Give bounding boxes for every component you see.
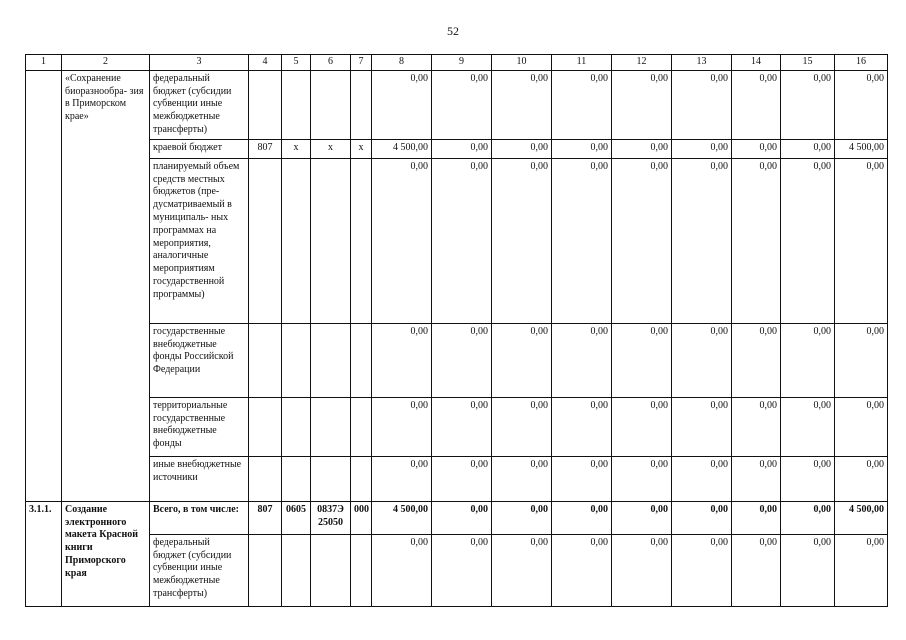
amount-cell: 0,00 xyxy=(492,501,552,534)
column-number: 4 xyxy=(249,55,282,71)
amount-cell: 0,00 xyxy=(432,158,492,323)
amount-cell: 0,00 xyxy=(781,397,835,456)
code-cell xyxy=(311,158,351,323)
amount-cell: 0,00 xyxy=(432,139,492,158)
code-cell xyxy=(351,158,372,323)
column-number: 2 xyxy=(62,55,150,71)
code-cell: 000 xyxy=(351,501,372,534)
funding-source: Всего, в том числе: xyxy=(150,501,249,534)
amount-cell: 0,00 xyxy=(835,323,888,397)
amount-cell: 0,00 xyxy=(372,534,432,606)
code-cell xyxy=(249,397,282,456)
code-cell xyxy=(311,397,351,456)
funding-source: государственные внебюджетные фонды Российской Федерации xyxy=(150,323,249,397)
amount-cell: 0,00 xyxy=(552,397,612,456)
program-title: «Сохранение биоразнообра- зия в Приморском крае» xyxy=(62,70,150,501)
amount-cell: 0,00 xyxy=(732,323,781,397)
program-row xyxy=(26,158,888,323)
code-cell: 0605 xyxy=(282,501,311,534)
column-number: 7 xyxy=(351,55,372,71)
program-row xyxy=(26,397,888,456)
column-number: 13 xyxy=(672,55,732,71)
page-number: 52 xyxy=(447,24,459,38)
funding-source: федеральный бюджет (субсидии субвенции иные межбюджетные трансферты) xyxy=(150,534,249,606)
amount-cell: 0,00 xyxy=(835,158,888,323)
amount-cell: 0,00 xyxy=(372,323,432,397)
program-row xyxy=(26,323,888,397)
code-cell: х xyxy=(282,139,311,158)
code-cell xyxy=(282,323,311,397)
amount-cell: 0,00 xyxy=(732,70,781,139)
amount-cell: 0,00 xyxy=(552,456,612,501)
budget-table xyxy=(25,54,888,607)
amount-cell: 0,00 xyxy=(672,456,732,501)
code-cell: х xyxy=(311,139,351,158)
program-row xyxy=(26,456,888,501)
amount-cell: 0,00 xyxy=(781,534,835,606)
column-number: 5 xyxy=(282,55,311,71)
amount-cell: 0,00 xyxy=(672,323,732,397)
funding-source: краевой бюджет xyxy=(150,139,249,158)
amount-cell: 0,00 xyxy=(781,501,835,534)
amount-cell: 0,00 xyxy=(552,501,612,534)
code-cell: 807 xyxy=(249,501,282,534)
amount-cell: 0,00 xyxy=(492,323,552,397)
column-number: 12 xyxy=(612,55,672,71)
funding-source: федеральный бюджет (субсидии субвенции иные межбюджетные трансферты) xyxy=(150,70,249,139)
amount-cell: 0,00 xyxy=(552,534,612,606)
program-row xyxy=(26,139,888,158)
amount-cell: 4 500,00 xyxy=(835,501,888,534)
code-cell xyxy=(249,456,282,501)
code-cell xyxy=(282,70,311,139)
amount-cell: 0,00 xyxy=(781,70,835,139)
code-cell xyxy=(249,534,282,606)
amount-cell: 0,00 xyxy=(492,158,552,323)
code-cell xyxy=(311,323,351,397)
event-number: 3.1.1. xyxy=(26,501,62,606)
column-number: 8 xyxy=(372,55,432,71)
amount-cell: 0,00 xyxy=(732,456,781,501)
program-row xyxy=(26,70,888,139)
amount-cell: 0,00 xyxy=(432,456,492,501)
code-cell: 807 xyxy=(249,139,282,158)
amount-cell: 0,00 xyxy=(612,456,672,501)
amount-cell: 0,00 xyxy=(612,397,672,456)
amount-cell: 0,00 xyxy=(781,456,835,501)
amount-cell: 0,00 xyxy=(552,158,612,323)
amount-cell: 0,00 xyxy=(372,456,432,501)
code-cell xyxy=(249,323,282,397)
amount-cell: 0,00 xyxy=(552,70,612,139)
amount-cell: 0,00 xyxy=(372,397,432,456)
column-number: 11 xyxy=(552,55,612,71)
amount-cell: 0,00 xyxy=(612,70,672,139)
amount-cell: 0,00 xyxy=(552,323,612,397)
amount-cell: 4 500,00 xyxy=(835,139,888,158)
code-cell xyxy=(351,397,372,456)
amount-cell: 0,00 xyxy=(672,501,732,534)
amount-cell: 0,00 xyxy=(612,139,672,158)
code-cell xyxy=(351,456,372,501)
amount-cell: 0,00 xyxy=(612,501,672,534)
amount-cell: 0,00 xyxy=(492,70,552,139)
code-cell xyxy=(249,70,282,139)
amount-cell: 0,00 xyxy=(835,534,888,606)
code-cell xyxy=(282,456,311,501)
amount-cell: 0,00 xyxy=(372,158,432,323)
funding-source: территориальные государственные внебюджетные фонды xyxy=(150,397,249,456)
amount-cell: 0,00 xyxy=(432,397,492,456)
code-cell xyxy=(351,534,372,606)
event-title: Создание электронного макета Красной книги Приморского края xyxy=(62,501,150,606)
amount-cell: 0,00 xyxy=(492,139,552,158)
code-cell xyxy=(282,397,311,456)
code-cell xyxy=(249,158,282,323)
program-number xyxy=(26,70,62,501)
amount-cell: 0,00 xyxy=(432,501,492,534)
amount-cell: 0,00 xyxy=(732,501,781,534)
column-number: 6 xyxy=(311,55,351,71)
amount-cell: 0,00 xyxy=(732,139,781,158)
column-number: 14 xyxy=(732,55,781,71)
amount-cell: 0,00 xyxy=(732,158,781,323)
header-row xyxy=(26,55,888,71)
funding-source: иные внебюджетные источники xyxy=(150,456,249,501)
code-cell xyxy=(282,158,311,323)
amount-cell: 0,00 xyxy=(672,534,732,606)
amount-cell: 0,00 xyxy=(732,534,781,606)
amount-cell: 0,00 xyxy=(612,323,672,397)
amount-cell: 0,00 xyxy=(732,397,781,456)
amount-cell: 0,00 xyxy=(672,139,732,158)
amount-cell: 0,00 xyxy=(612,158,672,323)
amount-cell: 0,00 xyxy=(432,534,492,606)
column-number: 3 xyxy=(150,55,249,71)
amount-cell: 0,00 xyxy=(612,534,672,606)
column-number: 1 xyxy=(26,55,62,71)
amount-cell: 0,00 xyxy=(672,397,732,456)
column-number: 16 xyxy=(835,55,888,71)
column-number: 15 xyxy=(781,55,835,71)
amount-cell: 0,00 xyxy=(835,456,888,501)
column-number: 9 xyxy=(432,55,492,71)
amount-cell: 0,00 xyxy=(492,456,552,501)
amount-cell: 4 500,00 xyxy=(372,501,432,534)
amount-cell: 0,00 xyxy=(432,70,492,139)
code-cell: х xyxy=(351,139,372,158)
code-cell xyxy=(282,534,311,606)
column-number: 10 xyxy=(492,55,552,71)
amount-cell: 0,00 xyxy=(672,158,732,323)
event-row xyxy=(26,501,888,534)
amount-cell: 4 500,00 xyxy=(372,139,432,158)
code-cell xyxy=(311,534,351,606)
code-cell: 0837Э 25050 xyxy=(311,501,351,534)
amount-cell: 0,00 xyxy=(372,70,432,139)
event-row xyxy=(26,534,888,606)
code-cell xyxy=(311,70,351,139)
amount-cell: 0,00 xyxy=(432,323,492,397)
amount-cell: 0,00 xyxy=(781,323,835,397)
code-cell xyxy=(311,456,351,501)
amount-cell: 0,00 xyxy=(835,397,888,456)
code-cell xyxy=(351,323,372,397)
amount-cell: 0,00 xyxy=(492,397,552,456)
amount-cell: 0,00 xyxy=(781,139,835,158)
amount-cell: 0,00 xyxy=(672,70,732,139)
amount-cell: 0,00 xyxy=(492,534,552,606)
amount-cell: 0,00 xyxy=(835,70,888,139)
code-cell xyxy=(351,70,372,139)
amount-cell: 0,00 xyxy=(781,158,835,323)
funding-source: планируемый объем средств местных бюджетов (пре- дусматриваемый в муниципаль- ных программах на мероприятия, аналогичные мероприятиям государственной программы) xyxy=(150,158,249,323)
amount-cell: 0,00 xyxy=(552,139,612,158)
